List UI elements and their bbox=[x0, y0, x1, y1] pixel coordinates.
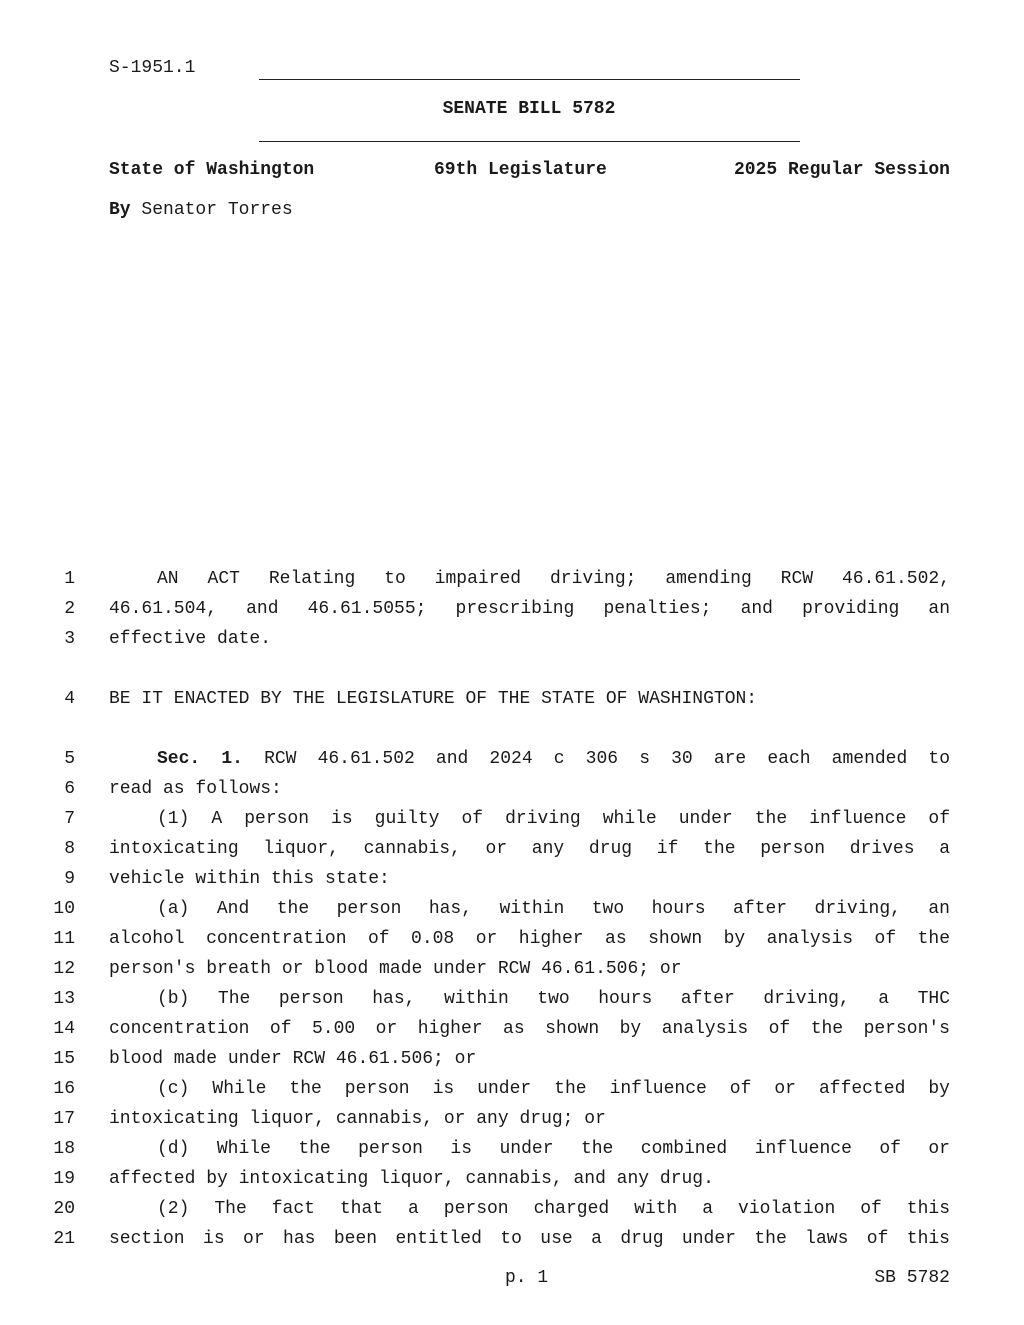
legislature-number: 69th Legislature bbox=[434, 160, 607, 180]
line-number: 11 bbox=[53, 929, 75, 949]
line-number: 19 bbox=[53, 1169, 75, 1189]
sponsor-line bbox=[109, 200, 293, 220]
bill-text-line: concentration of 5.00 or higher as shown by analysis of the person's bbox=[109, 1019, 950, 1039]
sponsor-name: Senator Torres bbox=[141, 200, 293, 220]
line-number: 17 bbox=[53, 1109, 75, 1129]
line-number: 2 bbox=[64, 599, 75, 619]
bill-text-line: (b) The person has, within two hours after driving, a THC bbox=[157, 989, 950, 1009]
bill-text-line: (2) The fact that a person charged with a violation of this bbox=[157, 1199, 950, 1219]
line-number: 21 bbox=[53, 1229, 75, 1249]
bill-title: SENATE BILL 5782 bbox=[442, 99, 616, 119]
line-number: 7 bbox=[64, 809, 75, 829]
line-number: 3 bbox=[64, 629, 75, 649]
line-number: 8 bbox=[64, 839, 75, 859]
bill-text-line: (a) And the person has, within two hours after driving, an bbox=[157, 899, 950, 919]
line-number: 6 bbox=[64, 779, 75, 799]
bill-text-line: section is or has been entitled to use a drug under the laws of this bbox=[109, 1229, 950, 1249]
bill-text-line: (1) A person is guilty of driving while under the influence of bbox=[157, 809, 950, 829]
section-number: Sec. 1. bbox=[157, 749, 243, 769]
state-name: State of Washington bbox=[109, 160, 315, 180]
line-number: 4 bbox=[64, 689, 75, 709]
line-text: RCW 46.61.502 and 2024 c 306 s 30 are each amended to bbox=[264, 749, 950, 769]
line-number: 13 bbox=[53, 989, 75, 1009]
bill-text-line bbox=[109, 749, 950, 769]
line-number: 14 bbox=[53, 1019, 75, 1039]
line-number: 16 bbox=[53, 1079, 75, 1099]
bill-text-line: effective date. bbox=[109, 629, 272, 649]
bill-text-line: AN ACT Relating to impaired driving; amending RCW 46.61.502, bbox=[157, 569, 950, 589]
title-rule-top bbox=[259, 79, 800, 80]
bill-text-line: affected by intoxicating liquor, cannabis, and any drug. bbox=[109, 1169, 714, 1189]
bill-text-line: vehicle within this state: bbox=[109, 869, 390, 889]
bill-text-line: alcohol concentration of 0.08 or higher as shown by analysis of the bbox=[109, 929, 950, 949]
bill-text-line: intoxicating liquor, cannabis, or any drug; or bbox=[109, 1109, 606, 1129]
line-number: 1 bbox=[64, 569, 75, 589]
line-number: 9 bbox=[64, 869, 75, 889]
document-id: S-1951.1 bbox=[109, 58, 196, 78]
bill-text-line: read as follows: bbox=[109, 779, 282, 799]
line-number: 18 bbox=[53, 1139, 75, 1159]
by-label: By bbox=[109, 200, 131, 220]
bill-text-line: (c) While the person is under the influence of or affected by bbox=[157, 1079, 950, 1099]
bill-text-line: BE IT ENACTED BY THE LEGISLATURE OF THE STATE OF WASHINGTON: bbox=[109, 689, 758, 709]
session-name: 2025 Regular Session bbox=[733, 160, 950, 180]
title-rule-bottom bbox=[259, 141, 800, 142]
bill-text-line: (d) While the person is under the combined influence of or bbox=[157, 1139, 950, 1159]
line-number: 15 bbox=[53, 1049, 75, 1069]
bill-text-line: 46.61.504, and 46.61.5055; prescribing penalties; and providing an bbox=[109, 599, 950, 619]
bill-text-line: intoxicating liquor, cannabis, or any drug if the person drives a bbox=[109, 839, 950, 859]
line-number: 10 bbox=[53, 899, 75, 919]
bill-text-line: person's breath or blood made under RCW 46.61.506; or bbox=[109, 959, 682, 979]
bill-text-line: blood made under RCW 46.61.506; or bbox=[109, 1049, 477, 1069]
footer-bill-number: SB 5782 bbox=[874, 1268, 950, 1288]
line-number: 5 bbox=[64, 749, 75, 769]
line-number: 12 bbox=[53, 959, 75, 979]
page-number: p. 1 bbox=[505, 1268, 549, 1288]
line-number: 20 bbox=[53, 1199, 75, 1219]
